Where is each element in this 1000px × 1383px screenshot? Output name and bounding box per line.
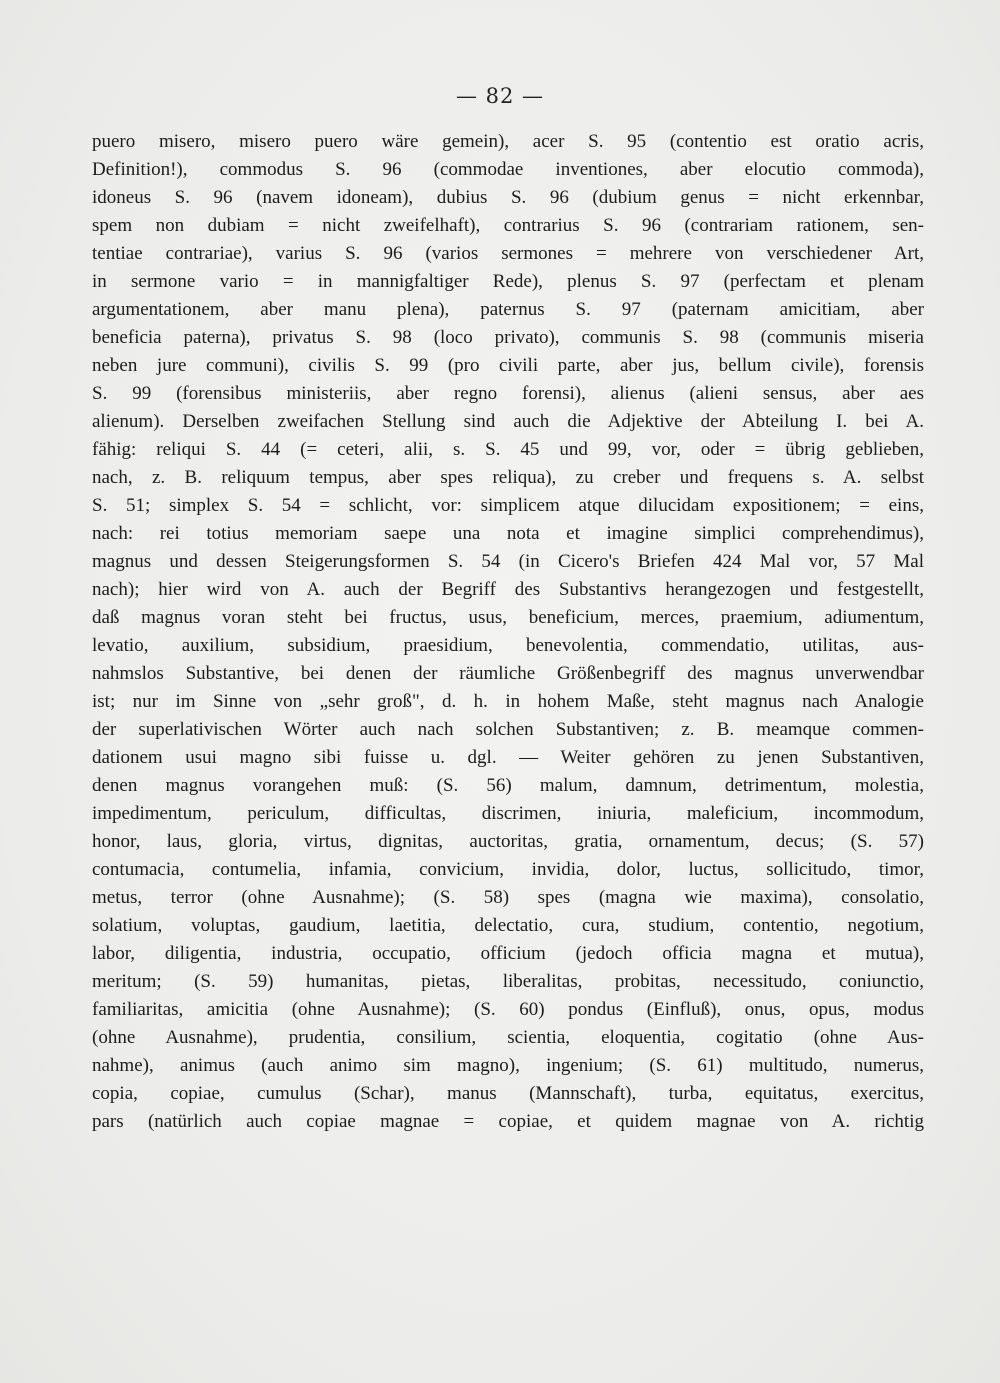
text-line: (ohne Ausnahme), prudentia, consilium, scientia, eloquentia, cogitatio (ohne Aus- — [92, 1027, 924, 1048]
text-line: fähig: reliqui S. 44 (= ceteri, alii, s. S. 45 und 99, vor, oder = übrig geblieben, — [92, 439, 924, 460]
text-line: tentiae contrariae), varius S. 96 (varios sermones = mehrere von verschiedener Art, — [92, 243, 924, 264]
text-line: nahme), animus (auch animo sim magno), ingenium; (S. 61) multitudo, numerus, — [92, 1055, 924, 1076]
text-line: puero misero, misero puero wäre gemein), acer S. 95 (contentio est oratio acris, — [92, 131, 924, 152]
text-line: denen magnus vorangehen muß: (S. 56) malum, damnum, detrimentum, molestia, — [92, 775, 924, 796]
text-line: labor, diligentia, industria, occupatio, officium (jedoch officia magna et mutua), — [92, 943, 924, 964]
text-line: magnus und dessen Steigerungsformen S. 54 (in Cicero's Briefen 424 Mal vor, 57 Mal — [92, 551, 924, 572]
text-line: solatium, voluptas, gaudium, laetitia, delectatio, cura, studium, contentio, negotium, — [92, 915, 924, 936]
text-line: meritum; (S. 59) humanitas, pietas, liberalitas, probitas, necessitudo, coniunctio, — [92, 971, 924, 992]
text-line: contumacia, contumelia, infamia, convicium, invidia, dolor, luctus, sollicitudo, timor, — [92, 859, 924, 880]
text-line: idoneus S. 96 (navem idoneam), dubius S. 96 (dubium genus = nicht erkennbar, — [92, 187, 924, 208]
text-line: beneficia paterna), privatus S. 98 (loco privato), communis S. 98 (communis miseria — [92, 327, 924, 348]
page-number: — 82 — — [455, 84, 545, 108]
text-line: honor, laus, gloria, virtus, dignitas, auctoritas, gratia, ornamentum, decus; (S. 57) — [92, 831, 924, 852]
text-line: dationem usui magno sibi fuisse u. dgl. — Weiter gehören zu jenen Substantiven, — [92, 747, 924, 768]
text-line: familiaritas, amicitia (ohne Ausnahme); (S. 60) pondus (Einfluß), onus, opus, modus — [92, 999, 924, 1020]
body-text — [92, 128, 924, 1136]
text-line: metus, terror (ohne Ausnahme); (S. 58) spes (magna wie maxima), consolatio, — [92, 887, 924, 908]
text-line: copia, copiae, cumulus (Schar), manus (Mannschaft), turba, equitatus, exercitus, — [92, 1083, 924, 1104]
text-line: argumentationem, aber manu plena), paternus S. 97 (paternam amicitiam, aber — [92, 299, 924, 320]
text-line: S. 51; simplex S. 54 = schlicht, vor: simplicem atque dilucidam expositionem; = eins, — [92, 495, 924, 516]
text-line: ist; nur im Sinne von „sehr groß", d. h. in hohem Maße, steht magnus nach Analogie — [92, 691, 924, 712]
text-line: nach: rei totius memoriam saepe una nota et imagine simplici comprehendimus), — [92, 523, 924, 544]
text-line: nahmslos Substantive, bei denen der räumliche Größenbegriff des magnus unverwendbar — [92, 663, 924, 684]
text-line: nach); hier wird von A. auch der Begriff des Substantivs herangezogen und festgestellt, — [92, 579, 924, 600]
text-line: pars (natürlich auch copiae magnae = copiae, et quidem magnae von A. richtig — [92, 1111, 924, 1132]
text-line: daß magnus voran steht bei fructus, usus, beneficium, merces, praemium, adiumentum, — [92, 607, 924, 628]
text-line: impedimentum, periculum, difficultas, discrimen, iniuria, maleficium, incommodum, — [92, 803, 924, 824]
text-line: neben jure communi), civilis S. 99 (pro civili parte, aber jus, bellum civile), forensis — [92, 355, 924, 376]
text-line: der superlativischen Wörter auch nach solchen Substantiven; z. B. meamque commen- — [92, 719, 924, 740]
text-line: in sermone vario = in mannigfaltiger Rede), plenus S. 97 (perfectam et plenam — [92, 271, 924, 292]
text-line: nach, z. B. reliquum tempus, aber spes reliqua), zu creber und frequens s. A. selbst — [92, 467, 924, 488]
text-line: levatio, auxilium, subsidium, praesidium, benevolentia, commendatio, utilitas, aus- — [92, 635, 924, 656]
text-line: alienum). Derselben zweifachen Stellung sind auch die Adjektive der Abteilung I. bei A. — [92, 411, 924, 432]
text-line: S. 99 (forensibus ministeriis, aber regno forensi), alienus (alieni sensus, aber aes — [92, 383, 924, 404]
text-line: spem non dubiam = nicht zweifelhaft), contrarius S. 96 (contrariam rationem, sen- — [92, 215, 924, 236]
text-line: Definition!), commodus S. 96 (commodae inventiones, aber elocutio commoda), — [92, 159, 924, 180]
